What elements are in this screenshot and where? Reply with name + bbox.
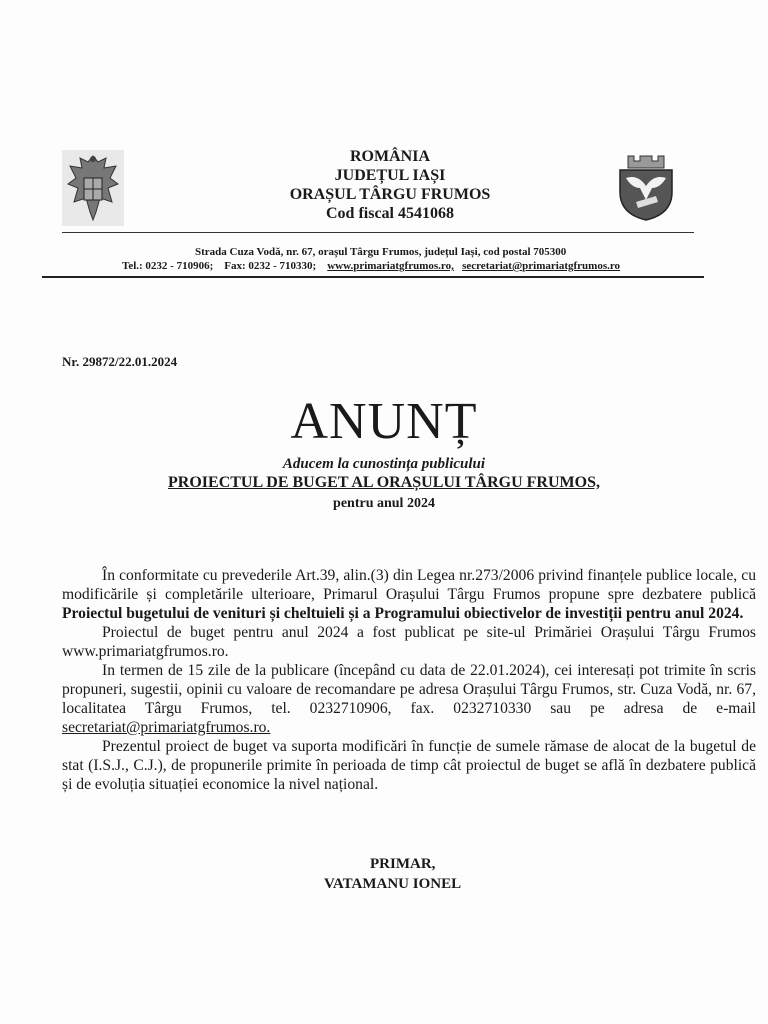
- announcement-subtitle: Aducem la cunostința publicului: [282, 456, 486, 472]
- paragraph-3-email[interactable]: secretariat@primariatgfrumos.ro.: [62, 719, 271, 736]
- paragraph-1-bold: Proiectul bugetului de venituri și cheltuieli și a Programului obiectivelor de investiții pentru anul 2024.: [62, 605, 744, 622]
- header-fiscal-code: Cod fiscal 4541068: [326, 205, 454, 222]
- signature-name: VATAMANU IONEL: [324, 876, 462, 892]
- phone-text: Tel.: 0232 - 710906;: [122, 260, 214, 272]
- paragraph-1-text: În conformitate cu prevederile Art.39, alin.(3) din Legea nr.273/2006 privind finanțele publice locale, cu modificările și completările ulterioare, Primarul Orașului Târgu Frumos propune spre dezbatere publică: [62, 567, 756, 603]
- contact-line: [122, 260, 620, 272]
- paragraph-2: Proiectul de buget pentru anul 2024 a fost publicat pe site-ul Primăriei Orașului Târgu Frumos www.primariatgfrumos.ro.: [62, 624, 756, 660]
- paragraph-3-text: In termen de 15 zile de la publicare (începând cu data de 22.01.2024), cei interesați pot trimite în scris propuneri, sugestii, opinii cu valoare de recomandare pe adresa Orașului Târgu Frumos, str. Cuza Vodă, nr. 67, localitatea Târgu Frumos, tel. 0232710906, fax. 0232710330 sau pe adresa de e-mail: [62, 662, 756, 717]
- header-county: JUDEȚUL IAȘI: [334, 167, 446, 184]
- announcement-title: ANUNȚ: [290, 393, 478, 450]
- paragraph-3: [62, 661, 756, 737]
- institution-header: [200, 147, 580, 223]
- paragraph-4: Prezentul proiect de buget va suporta modificări în funcție de sumele rămase de alocat de la bugetul de stat (I.S.J., C.J.), de propunerile primite în perioada de timp cât proiectul de buget se află în dezbatere publică și de evoluția situației economice la nivel național.: [62, 738, 756, 793]
- fax-text: Fax: 0232 - 710330;: [224, 260, 317, 272]
- email-link[interactable]: secretariat@primariatgfrumos.ro: [462, 260, 621, 272]
- header-divider: [62, 232, 694, 233]
- address-divider: [42, 276, 704, 278]
- registration-number: Nr. 29872/22.01.2024: [62, 354, 178, 369]
- signature-role: PRIMAR,: [370, 856, 436, 872]
- targu-frumos-coat-of-arms-icon: [614, 152, 678, 222]
- address-line: Strada Cuza Vodă, nr. 67, orașul Târgu Frumos, județul Iași, cod postal 705300: [195, 246, 567, 258]
- header-town: ORAȘUL TÂRGU FRUMOS: [289, 186, 491, 203]
- website-link[interactable]: www.primariatgfrumos.ro,: [327, 260, 454, 272]
- romania-coat-of-arms-icon: [62, 150, 124, 226]
- announcement-year: pentru anul 2024: [333, 496, 435, 511]
- header-country: ROMÂNIA: [350, 148, 430, 165]
- announcement-body: [62, 566, 756, 794]
- paragraph-1: [62, 566, 756, 623]
- announcement-project-title: PROIECTUL DE BUGET AL ORAȘULUI TÂRGU FRUMOS,: [168, 474, 600, 491]
